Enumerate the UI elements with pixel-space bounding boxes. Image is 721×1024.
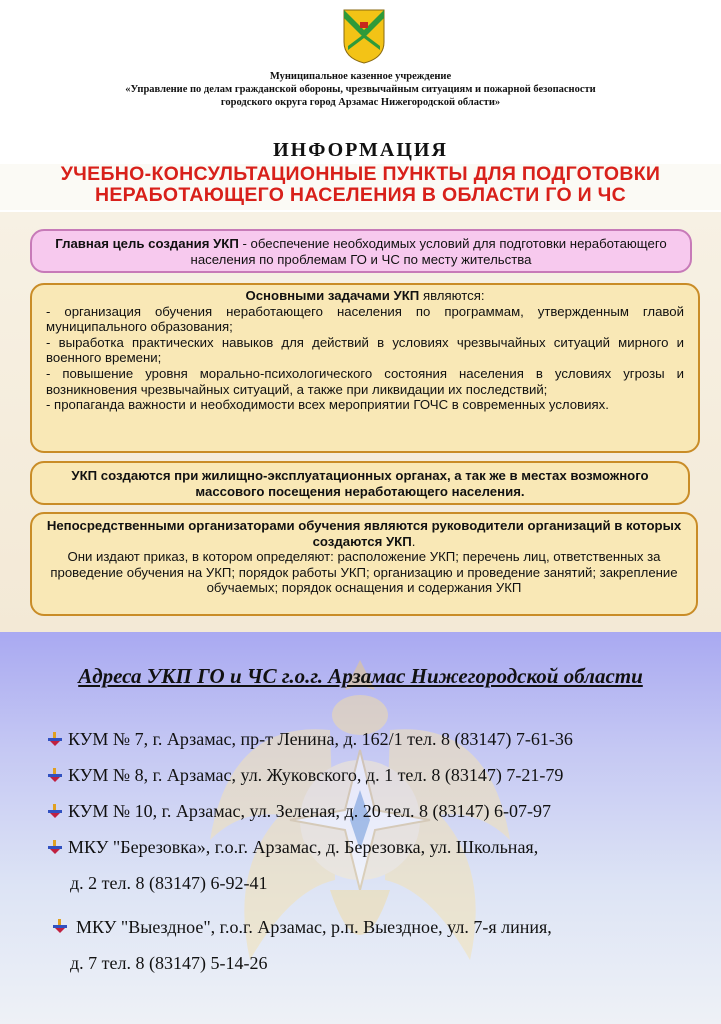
address-line-continued: д. 7 тел. 8 (83147) 5-14-26 (70, 953, 268, 973)
organizers-bold: Непосредственными организаторами обучения являются руководители организаций в которых создаются УКП (46, 518, 682, 549)
organizers-box (30, 512, 698, 616)
org-line-3: городского округа город Арзамас Нижегородской области» (220, 97, 501, 108)
organizers-heading (46, 518, 682, 549)
arrow-bullet-icon (47, 731, 63, 747)
creation-text: УКП создаются при жилищно-эксплуатационных органах, а так же в местах возможного массового посещения неработающего населения. (71, 468, 649, 499)
organization-header (0, 70, 721, 109)
task-item: - организация обучения неработающего населения по программам, утвержденным главой муниципального образования; (46, 303, 684, 335)
headline-line-2: НЕРАБОТАЮЩЕГО НАСЕЛЕНИЯ В ОБЛАСТИ ГО И ЧС (94, 184, 627, 206)
tasks-bold: Основными задачами УКП (245, 288, 420, 303)
coat-of-arms-icon (342, 8, 386, 64)
arrow-bullet-icon (47, 767, 63, 783)
arrow-bullet-icon (52, 918, 68, 934)
document-title: ИНФОРМАЦИЯ (273, 139, 448, 161)
headline-line-1: УЧЕБНО-КОНСУЛЬТАЦИОННЫЕ ПУНКТЫ ДЛЯ ПОДГОТОВКИ (60, 163, 661, 185)
goal-box (30, 229, 692, 273)
address-line: КУМ № 8, г. Арзамас, ул. Жуковского, д. 1 тел. 8 (83147) 7-21-79 (68, 765, 564, 785)
org-line-2: «Управление по делам гражданской обороны, чрезвычайным ситуациям и пожарной безопасности (125, 84, 596, 95)
goal-text: - обеспечение необходимых условий для подготовки неработающего населения по проблемам ГО и ЧС по месту жительства (190, 236, 667, 267)
goal-bold: Главная цель создания УКП (55, 236, 239, 251)
tasks-box (30, 283, 700, 453)
tasks-suffix: являются: (419, 288, 485, 303)
addresses-title: Адреса УКП ГО и ЧС г.о.г. Арзамас Нижегородской области (78, 664, 643, 688)
task-item: - повышение уровня морально-психологического состояния населения в условиях угрозы и возникновения чрезвычайных ситуаций, а также при ликвидации их последствий; (46, 365, 684, 397)
creation-box (30, 461, 690, 505)
organizers-dot: . (411, 533, 416, 549)
arrow-bullet-icon (47, 839, 63, 855)
address-line: КУМ № 7, г. Арзамас, пр-т Ленина, д. 162/1 тел. 8 (83147) 7-61-36 (68, 729, 573, 749)
headline-banner (0, 164, 721, 210)
tasks-title (46, 288, 684, 304)
address-line: МКУ "Выездное", г.о.г. Арзамас, р.п. Выездное, ул. 7-я линия, (76, 917, 552, 937)
arrow-bullet-icon (47, 803, 63, 819)
address-line-continued: д. 2 тел. 8 (83147) 6-92-41 (70, 873, 268, 893)
address-line: МКУ "Березовка», г.о.г. Арзамас, д. Березовка, ул. Школьная, (68, 837, 539, 857)
address-line: КУМ № 10, г. Арзамас, ул. Зеленая, д. 20 тел. 8 (83147) 6-07-97 (68, 801, 552, 821)
organizers-text: Они издают приказ, в котором определяют: расположение УКП; перечень лиц, ответственных за проведение обучения на УКП; порядок работы УКП; организацию и проведение занятий; закрепление обучаемых; порядок оснащения и содержания УКП (50, 549, 678, 596)
task-item: - выработка практических навыков для действий в условиях чрезвычайных ситуаций мирного и военного времени; (46, 334, 684, 366)
task-item: - пропаганда важности и необходимости всех мероприятии ГОЧС в современных условиях. (46, 397, 609, 413)
org-line-1: Муниципальное казенное учреждение (269, 71, 452, 82)
